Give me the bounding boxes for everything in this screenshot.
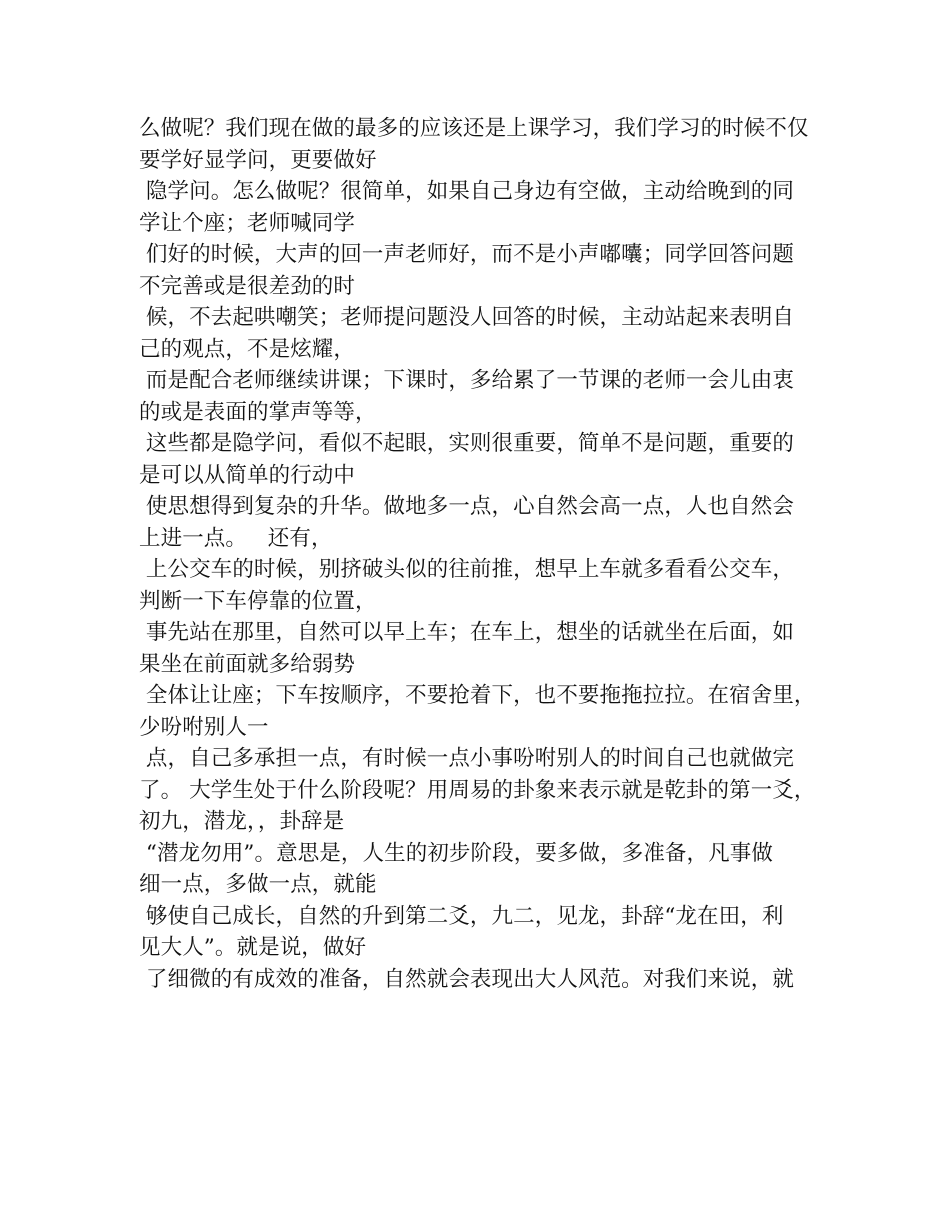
text-line: 们好的时候，大声的回一声老师好，而不是小声嘟囔；同学回答问题 — [139, 242, 794, 267]
text-line: 这些都是隐学问，看似不起眼，实则很重要，简单不是问题，重要的 — [139, 431, 794, 456]
text-line: 初九，潜龙，，卦辞是 — [139, 809, 345, 834]
text-line: 么做呢？我们现在做的最多的应该还是上课学习，我们学习的时候不仅 — [139, 116, 809, 141]
text-line: 己的观点，不是炫耀， — [139, 336, 356, 362]
text-line: 上公交车的时候，别挤破头似的往前推，想早上车就多看看公交车， — [139, 557, 794, 582]
text-line: 要学好显学问，更要做好 — [139, 147, 377, 173]
text-line: 上进一点。 还有， — [139, 525, 333, 551]
text-line: 细一点，多做一点，就能 — [139, 872, 377, 897]
text-line: 的或是表面的掌声等等， — [139, 399, 377, 425]
text-line: 隐学问。怎么做呢？很简单，如果自己身边有空做，主动给晚到的同 — [139, 179, 794, 204]
document-body — [139, 113, 819, 995]
text-line: 而是配合老师继续讲课；下课时，多给累了一节课的老师一会儿由衷 — [139, 368, 794, 393]
text-line: 果坐在前面就多给弱势 — [139, 651, 356, 677]
text-line: 不完善或是很差劲的时 — [139, 273, 356, 299]
text-line: “潜龙勿用”。意思是，人生的初步阶段，要多做，多准备，凡事做 — [139, 840, 773, 866]
text-line: 学让个座；老师喊同学 — [139, 210, 356, 236]
text-line: 了。 大学生处于什么阶段呢？用周易的卦象来表示就是乾卦的第一爻， — [139, 777, 816, 803]
text-line: 是可以从简单的行动中 — [139, 462, 356, 488]
text-line: 了细微的有成效的准备，自然就会表现出大人风范。对我们来说，就 — [139, 966, 794, 992]
text-line: 全体让让座；下车按顺序，不要抢着下，也不要拖拖拉拉。在宿舍里， — [139, 683, 816, 708]
text-line: 使思想得到复杂的升华。做地多一点，心自然会高一点，人也自然会 — [139, 494, 794, 519]
text-line: 判断一下车停靠的位置， — [139, 588, 377, 614]
text-line: 够使自己成长，自然的升到第二爻，九二，见龙，卦辞“龙在田，利 — [139, 903, 784, 929]
text-line: 事先站在那里，自然可以早上车；在车上，想坐的话就坐在后面，如 — [139, 620, 794, 645]
text-line: 见大人”。就是说，做好 — [139, 935, 367, 960]
text-line: 少吩咐别人一 — [139, 714, 269, 740]
text-line: 候，不去起哄嘲笑；老师提问题没人回答的时候，主动站起来表明自 — [139, 305, 794, 330]
text-line: 点，自己多承担一点，有时候一点小事吩咐别人的时间自己也就做完 — [139, 746, 794, 771]
